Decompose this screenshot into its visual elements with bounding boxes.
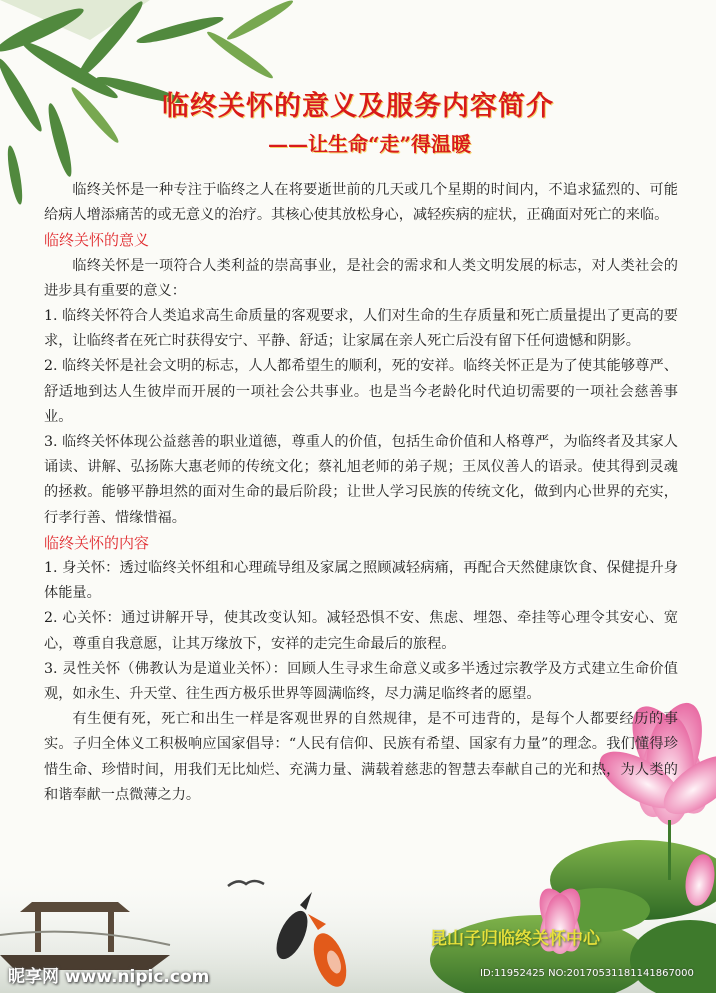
service-item: 1. 身关怀：透过临终关怀组和心理疏导组及家属之照顾减轻病痛，再配合天然健康饮食、保健提升身体能量。 [44,560,678,602]
service-item: 2. 心关怀：通过讲解开导，使其改变认知。减轻恐惧不安、焦虑、埋怨、牵挂等心理令其安心、宽心，尊重自我意愿，让其万缘放下，安祥的走完生命最后的旅程。 [44,610,678,652]
significance-item: 3. 临终关怀体现公益慈善的职业道德，尊重人的价值，包括生命价值和人格尊严，为临终者及其家人诵读、讲解、弘扬陈大惠老师的传统文化；蔡礼旭老师的弟子规；王凤仪善人的语录。使其得到灵魂的拯救。能够平静坦然的面对生命的最后阶段；让世人学习民族的传统文化，做到内心世界的充实，行孝行善、惜缘惜福。 [44,434,678,526]
section-heading-services: 临终关怀的内容 [44,533,150,552]
significance-item: 1. 临终关怀符合人类追求高生命质量的客观要求，人们对生命的生存质量和死亡质量提出了更高的要求，让临终者在死亡时获得安宁、平静、舒适；让家属在亲人死亡后没有留下任何遗憾和阴影。 [44,308,678,350]
closing-paragraph: 有生便有死，死亡和出生一样是客观世界的自然规律，是不可违背的，是每个人都要经历的事实。子归全体义工积极响应国家倡导：“人民有信仰、民族有希望、国家有力量”的理念。我们懂得珍惜生命、珍惜时间，用我们无比灿烂、充满力量、满载着慈悲的智慧去奉献自己的光和热，为人类的和谐奉献一点微薄之力。 [44,711,678,803]
page-title: 临终关怀的意义及服务内容简介 [162,91,554,122]
watermark-site: 昵享网 www.nipic.com [8,967,210,987]
watermark-id: ID:11952425 NO:20170531181141867000 [480,968,694,979]
article-body [44,178,678,808]
intro-paragraph: 临终关怀是一种专注于临终之人在将要逝世前的几天或几个星期的时间内，不追求猛烈的、可能给病人增添痛苦的或无意义的治疗。其核心使其放松身心，减轻疾病的症状，正确面对死亡的来临。 [44,182,678,224]
page-subtitle: ——让生命“走”得温暖 [268,132,472,156]
significance-item: 2. 临终关怀是社会文明的标志，人人都希望生的顺利，死的安祥。临终关怀正是为了使其能够尊严、舒适地到达人生彼岸而开展的一项社会公共事业。也是当今老龄化时代迫切需要的一项社会慈善事业。 [44,358,678,425]
organization-name: 昆山子归临终关怀中心 [430,929,600,949]
service-item: 3. 灵性关怀（佛教认为是道业关怀）：回顾人生寻求生命意义或多半透过宗教学及方式建立生命价值观，如永生、升天堂、往生西方极乐世界等圆满临终，尽力满足临终者的愿望。 [44,660,678,703]
significance-lead: 临终关怀是一项符合人类利益的崇高事业，是社会的需求和人类文明发展的标志，对人类社会的进步具有重要的意义： [44,257,678,299]
section-heading-significance: 临终关怀的意义 [44,231,150,250]
